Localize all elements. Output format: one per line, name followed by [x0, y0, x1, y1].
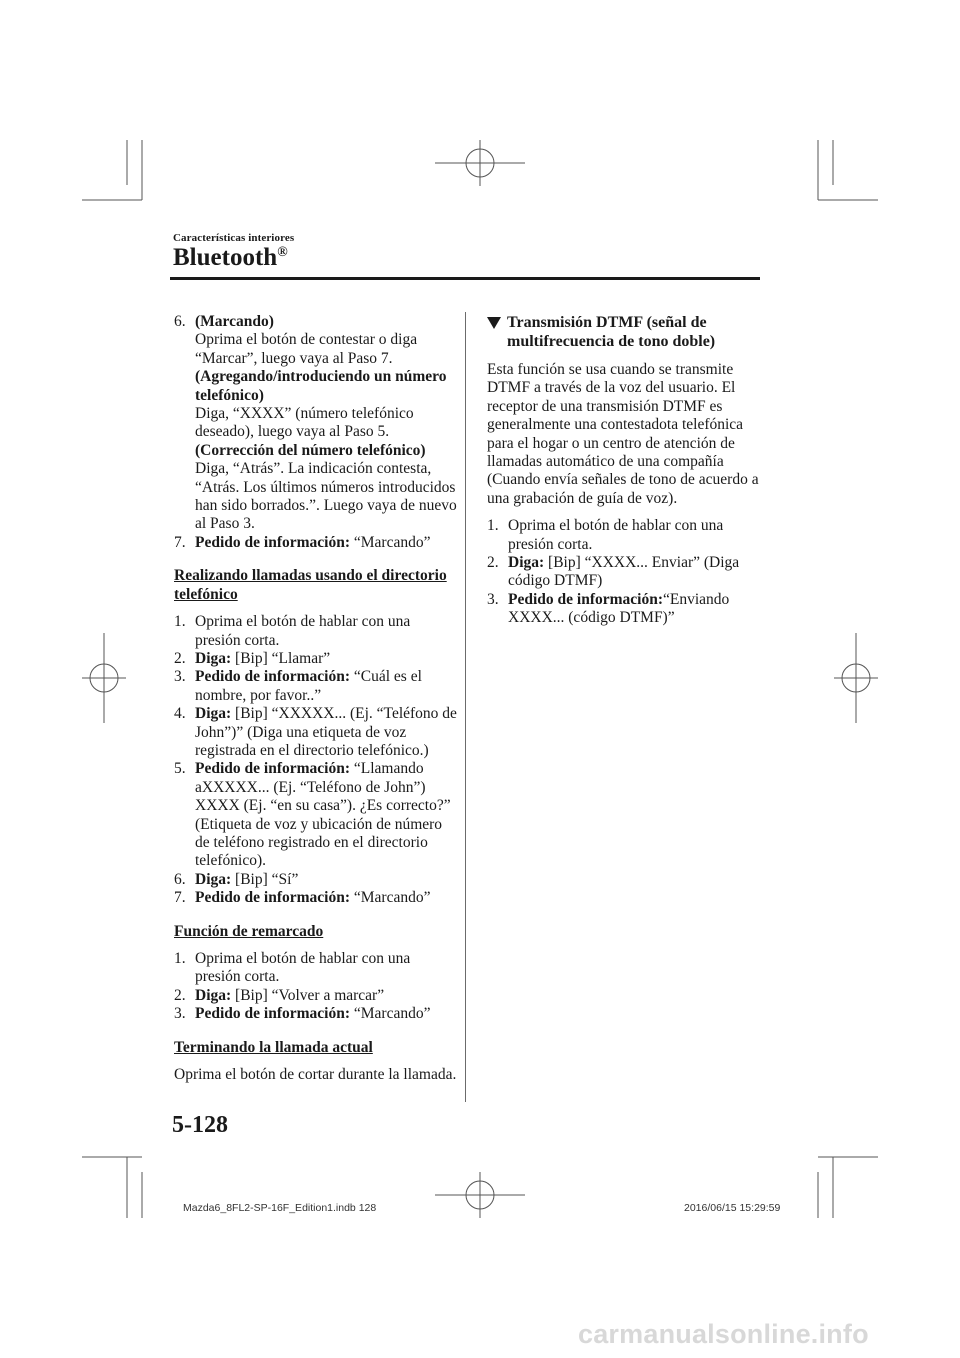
step-content — [195, 668, 459, 705]
step-label: Diga: — [508, 554, 545, 572]
section-heading-phonebook: Realizando llamadas usando el directorio telefónico — [174, 567, 447, 603]
step-number: 7. — [174, 889, 186, 907]
step-6 — [174, 313, 459, 534]
section-heading-redial: Función de remarcado — [174, 922, 324, 940]
step-text: [Bip] “XXXXX... (Ej. “Teléfono de John”)” (Diga una etiqueta de voz registrada en el directorio telefónico.) — [195, 705, 457, 759]
option-label: (Agregando/introduciendo un número telefónico) — [195, 368, 447, 404]
step-label: Diga: — [195, 986, 232, 1004]
step-label: Pedido de información: — [195, 760, 350, 778]
option-text: Diga, “XXXX” (número telefónico deseado), luego vaya al Paso 5. — [195, 405, 414, 441]
footer-date-info: 2016/06/15 15:29:59 — [684, 1202, 781, 1214]
step-text: Oprima el botón de hablar con una presión corta. — [195, 613, 411, 649]
step-label: Diga: — [195, 649, 232, 667]
option-text: Oprima el botón de contestar o diga “Marcar”, luego vaya al Paso 7. — [195, 331, 418, 367]
step-number: 6. — [174, 870, 186, 888]
step-label: Pedido de información: — [195, 889, 350, 907]
step-content — [508, 517, 767, 554]
step-content — [195, 313, 459, 534]
list-item — [174, 668, 459, 705]
step-number: 1. — [174, 950, 186, 967]
header-rule — [170, 277, 760, 280]
step-number: 3. — [174, 668, 186, 686]
watermark: carmanualsonline.info — [578, 1319, 869, 1349]
step-text: “Marcando” — [350, 1005, 431, 1023]
section-label: Características interiores — [173, 232, 295, 244]
step-content — [195, 987, 459, 1005]
list-item — [487, 591, 767, 628]
step-content — [195, 889, 459, 907]
step-content — [508, 554, 767, 591]
triangle-bullet-icon — [487, 313, 507, 351]
section-heading-end-call: Terminando la llamada actual — [174, 1038, 373, 1056]
dtmf-heading — [487, 313, 767, 351]
page-title — [173, 244, 288, 272]
step-number: 1. — [174, 613, 186, 631]
step-label: Pedido de información: — [195, 533, 350, 551]
list-item — [174, 650, 459, 668]
page-title-text: Bluetooth — [173, 244, 278, 271]
step-content — [195, 950, 459, 987]
end-call-text: Oprima el botón de cortar durante la llamada. — [174, 1066, 457, 1084]
step-text: “Marcando” — [350, 889, 431, 907]
step-number: 2. — [174, 649, 186, 667]
list-item — [487, 554, 767, 591]
step-number: 2. — [487, 554, 499, 572]
step-text: “Cuál es el nombre, por favor..” — [195, 668, 422, 704]
step-text: Oprima el botón de hablar con una presión corta. — [508, 517, 724, 553]
step-number: 4. — [174, 705, 186, 723]
dtmf-heading-text: Transmisión DTMF (señal de multifrecuencia de tono doble) — [507, 314, 716, 350]
option-label: (Marcando) — [195, 313, 274, 330]
option-text: Diga, “Atrás”. La indicación contesta, “Atrás. Los últimos números introducidos han sido borrados.”. Luego vaya de nuevo al Paso 3. — [195, 460, 457, 533]
list-item — [174, 705, 459, 760]
step-content — [195, 871, 459, 889]
step-number: 1. — [487, 517, 499, 535]
phonebook-steps — [174, 613, 459, 908]
step-label: Pedido de información: — [195, 1005, 350, 1023]
step-text: [Bip] “Sí” — [231, 870, 299, 888]
step-number: 2. — [174, 986, 186, 1004]
list-item — [174, 1005, 459, 1023]
dtmf-intro: Esta función se usa cuando se transmite DTMF a través de la voz del usuario. El receptor de una transmisión DTMF es generalmente una contestadota telefónica para el hogar o un centro de atención de llamadas automático de una compañía (Cuando envía señales de tono de acuerdo a una grabación de guía de voz). — [487, 361, 759, 507]
step-label: Pedido de información: — [195, 668, 350, 686]
step-content — [195, 613, 459, 650]
left-column — [174, 313, 459, 1093]
column-divider — [465, 312, 466, 1102]
step-text: [Bip] “Llamar” — [231, 649, 331, 667]
step-content — [508, 591, 767, 628]
dtmf-steps — [487, 517, 767, 627]
registered-mark: ® — [277, 245, 288, 260]
step-text: “Llamando aXXXXX... (Ej. “Teléfono de John”) XXXX (Ej. “en su casa”). ¿Es correcto?” (Etiqueta de voz y ubicación de número de teléfono registrado en el directorio telefónico). — [195, 760, 451, 870]
list-item — [487, 517, 767, 554]
list-item — [174, 950, 459, 987]
list-item — [174, 871, 459, 889]
list-item — [174, 987, 459, 1005]
step-content — [195, 534, 459, 552]
step-7 — [174, 534, 459, 552]
step-label: Diga: — [195, 705, 232, 723]
list-item — [174, 889, 459, 907]
step-label: Pedido de información: — [508, 590, 663, 608]
page-number: 5-128 — [172, 1112, 228, 1138]
step-number: 6. — [174, 313, 186, 330]
step-text: Oprima el botón de hablar con una presión corta. — [195, 950, 411, 986]
step-number: 3. — [174, 1005, 186, 1023]
redial-steps — [174, 950, 459, 1024]
step-content — [195, 1005, 459, 1023]
step-content — [195, 650, 459, 668]
option-label: (Corrección del número telefónico) — [195, 441, 426, 459]
step-content — [195, 760, 459, 870]
step-label: Diga: — [195, 870, 232, 888]
list-item — [174, 760, 459, 870]
step-text: “Marcando” — [350, 533, 431, 551]
step-text: [Bip] “XXXX... Enviar” (Diga código DTMF) — [508, 554, 740, 590]
step-content — [195, 705, 459, 760]
step-number: 5. — [174, 760, 186, 778]
footer-file-info: Mazda6_8FL2-SP-16F_Edition1.indb 128 — [183, 1202, 377, 1214]
list-item — [174, 613, 459, 650]
step-number: 3. — [487, 590, 499, 608]
right-column — [487, 313, 767, 628]
step-text: [Bip] “Volver a marcar” — [231, 986, 385, 1004]
step-number: 7. — [174, 533, 186, 551]
step-text: “Enviando XXXX... (código DTMF)” — [508, 590, 730, 627]
